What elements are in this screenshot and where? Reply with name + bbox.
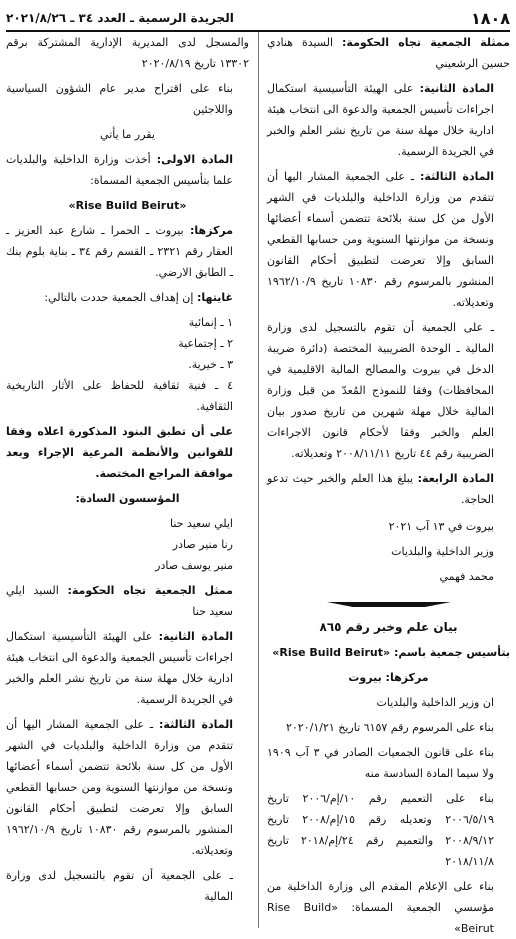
goals-paragraph [6,287,249,308]
article-3-para-2: ـ على الجمعية أن تقوم بالتسجيل لدى وزارة المالية ـ الوحدة الضريبية المختصة (دائرة ضريبة الدخل في بيروت والمصالح المالية الاقليمية في المحافظات) وفقا للنموذج المُعدّ من قبل وزارة المالية خلال مهلة شهرين من تاريخ صدور بيان العلم والخبر وفقا لأحكام قانون الاجراءات الضريبية رقم ٤٤ تاريخ ٢٠٠٨/١١/١١ وتعديلاته. [267,321,494,460]
founder-name: منير يوسف صادر [155,559,233,572]
rep-paragraph [6,580,249,622]
article-1-text: أخذت وزارة الداخلية والبلديات علما بتأسيس الجمعية المسماة: [6,153,233,187]
preamble-4: بناء على التعميم رقم ١٠/إم/٢٠٠٦ تاريخ ٢٠٠٦/٥/١٩ وتعديله رقم ١٥/إم/٢٠٠٨ تاريخ ٢٠٠٨/٩/١٢ والتعميم رقم ٢٤/إم/٢٠١٨ تاريخ ٢٠١٨/١١/٨ [267,792,494,868]
preamble-2: بناء على المرسوم رقم ٦١٥٧ تاريخ ٢٠٢٠/١/٢١ [285,721,494,734]
goals-label: غايتها: [196,291,233,304]
article-2-text: على الهيئة التأسيسية استكمال اجراءات تأسيس الجمعية والدعوة الى انتخاب هيئة ادارية خلال مهلة سنة من تاريخ نشر العلم والخبر في الجريدة الرسمية. [267,82,494,158]
hq-text: بيروت ـ الحمرا ـ شارع عبد العزيز ـ العقار رقم ٢٣٢١ ـ القسم رقم ٣٤ ـ بناية بلوم بنك ـ الطابق الارضي. [6,224,233,279]
minister-name: محمد فهمي [439,570,494,583]
page-header [6,6,510,32]
minister-title: وزير الداخلية والبلديات [391,545,494,558]
article-3-label: المادة الثالثة: [420,170,495,183]
hq-label: مركزها: [189,224,234,237]
issue-info: الجريدة الرسمية ـ العدد ٣٤ ـ ٢٠٢١/٨/٢٦ [6,11,234,25]
article-4 [267,468,510,510]
article-2-label: المادة الثانية: [419,82,494,95]
columns [6,32,510,935]
article-3-text: ـ على الجمعية المشار اليها أن تتقدم من وزارة الداخلية والبلديات في الشهر الأول من كل سنة بلائحة تتضمن أسماء أعضائها ونسخة من موازنتها السنوية ومن حسابها القطعي السابق وإلا تعرضت لتطبيق أحكام القانون المنشور بالمرسوم رقم ١٠٨٣٠ تاريخ ١٩٦٢/١٠/٩ وتعديلاته. [267,170,494,309]
rep-label: ممثل الجمعية تجاه الحكومة: [67,584,233,597]
notice-subtitle: بتأسيس جمعية باسم: «Rise Build Beirut» [272,646,510,659]
article-4-label: المادة الرابعة: [417,472,494,485]
separator-ornament [267,597,510,611]
founder-name: رنا منير صادر [172,538,233,551]
article-2 [267,78,510,162]
article-3-text: ـ على الجمعية المشار اليها أن تتقدم من وزارة الداخلية والبلديات في الشهر الأول من كل سنة بلائحة تتضمن أسماء أعضائها ونسخة من موازنتها السنوية ومن حسابها القطعي السابق وإلا تعرضت لتطبيق أحكام القانون المنشور بالمرسوم رقم ١٠٨٣٠ تاريخ ١٩٦٢/١٠/٩ وتعديلاته. [6,718,233,857]
article-2-label: المادة الثانية: [158,630,233,643]
founders-label: المؤسسون السادة: [75,492,180,505]
hq-paragraph [6,220,249,283]
founder-name: ايلي سعيد حنا [169,517,233,530]
article-4-text: يبلغ هذا العلم والخبر حيث تدعو الحاجة. [267,472,494,506]
place-date: بيروت في ١٣ آب ٢٠٢١ [388,520,494,533]
article-3-para-2: ـ على الجمعية أن تقوم بالتسجيل لدى وزارة المالية [6,869,233,903]
goals-text: إن إهداف الجمعية حددت بالتالي: [44,291,194,304]
rep-label: ممثلة الجمعية تجاه الحكومة: [342,36,510,49]
article-2-text: على الهيئة التأسيسية استكمال اجراءات تأسيس الجمعية والدعوة الى انتخاب هيئة ادارية خلال مهلة سنة من تاريخ نشر العلم والخبر في الجريدة الرسمية. [6,630,233,706]
rep-name: السيد ايلي سعيد حنا [6,584,233,618]
goal-item: ٢ ـ إجتماعية [178,337,233,350]
notice-title: بيان علم وخبر رقم ٨٦٥ [319,620,458,634]
rep-name: السيدة هنادي حسين الرشعيني [267,36,510,70]
left-column [6,32,258,928]
page-number: ١٨٠٨ [470,8,510,28]
apply-note: على أن تطبق البنود المذكورة اعلاه وفقا للقوانين والأنظمة المرعية الإجراء وبعد موافقة المراجع المختصة. [6,425,233,480]
article-1 [6,149,249,191]
preamble-1: ان وزير الداخلية والبلديات [376,696,494,709]
article-3 [6,714,249,861]
article-1-label: المادة الاولى: [156,153,233,166]
right-column [258,32,510,935]
proposal: بناء على اقتراح مدير عام الشؤون السياسية واللاجئين [6,82,233,116]
notice-hq: مركزها: بيروت [348,671,429,684]
goal-item: ٤ ـ فنية ثقافية للحفاظ على الأثار التاريخية الثقافية. [6,379,233,413]
preamble-3: بناء على قانون الجمعيات الصادر في ٣ آب ١٩٠٩ ولا سيما المادة السادسة منه [267,746,495,780]
decides: يقرر ما يأتي [100,128,155,141]
article-2 [6,626,249,710]
association-name: «Rise Build Beirut» [68,199,187,212]
registration: والمسجل لدى المديرية الإدارية المشتركة برقم ١٣٣٠٢ تاريخ ٢٠٢٠/٨/١٩ [6,36,249,70]
article-3 [267,166,510,313]
goal-item: ٣ ـ خيرية. [188,358,233,371]
goal-item: ١ ـ إنمائية [188,316,233,329]
article-3-label: المادة الثالثة: [159,718,234,731]
rep-paragraph [267,32,510,74]
preamble-5: بناء على الإعلام المقدم الى وزارة الداخلية من مؤسسي الجمعية المسماة: «Rise Build Beirut» [267,880,494,935]
